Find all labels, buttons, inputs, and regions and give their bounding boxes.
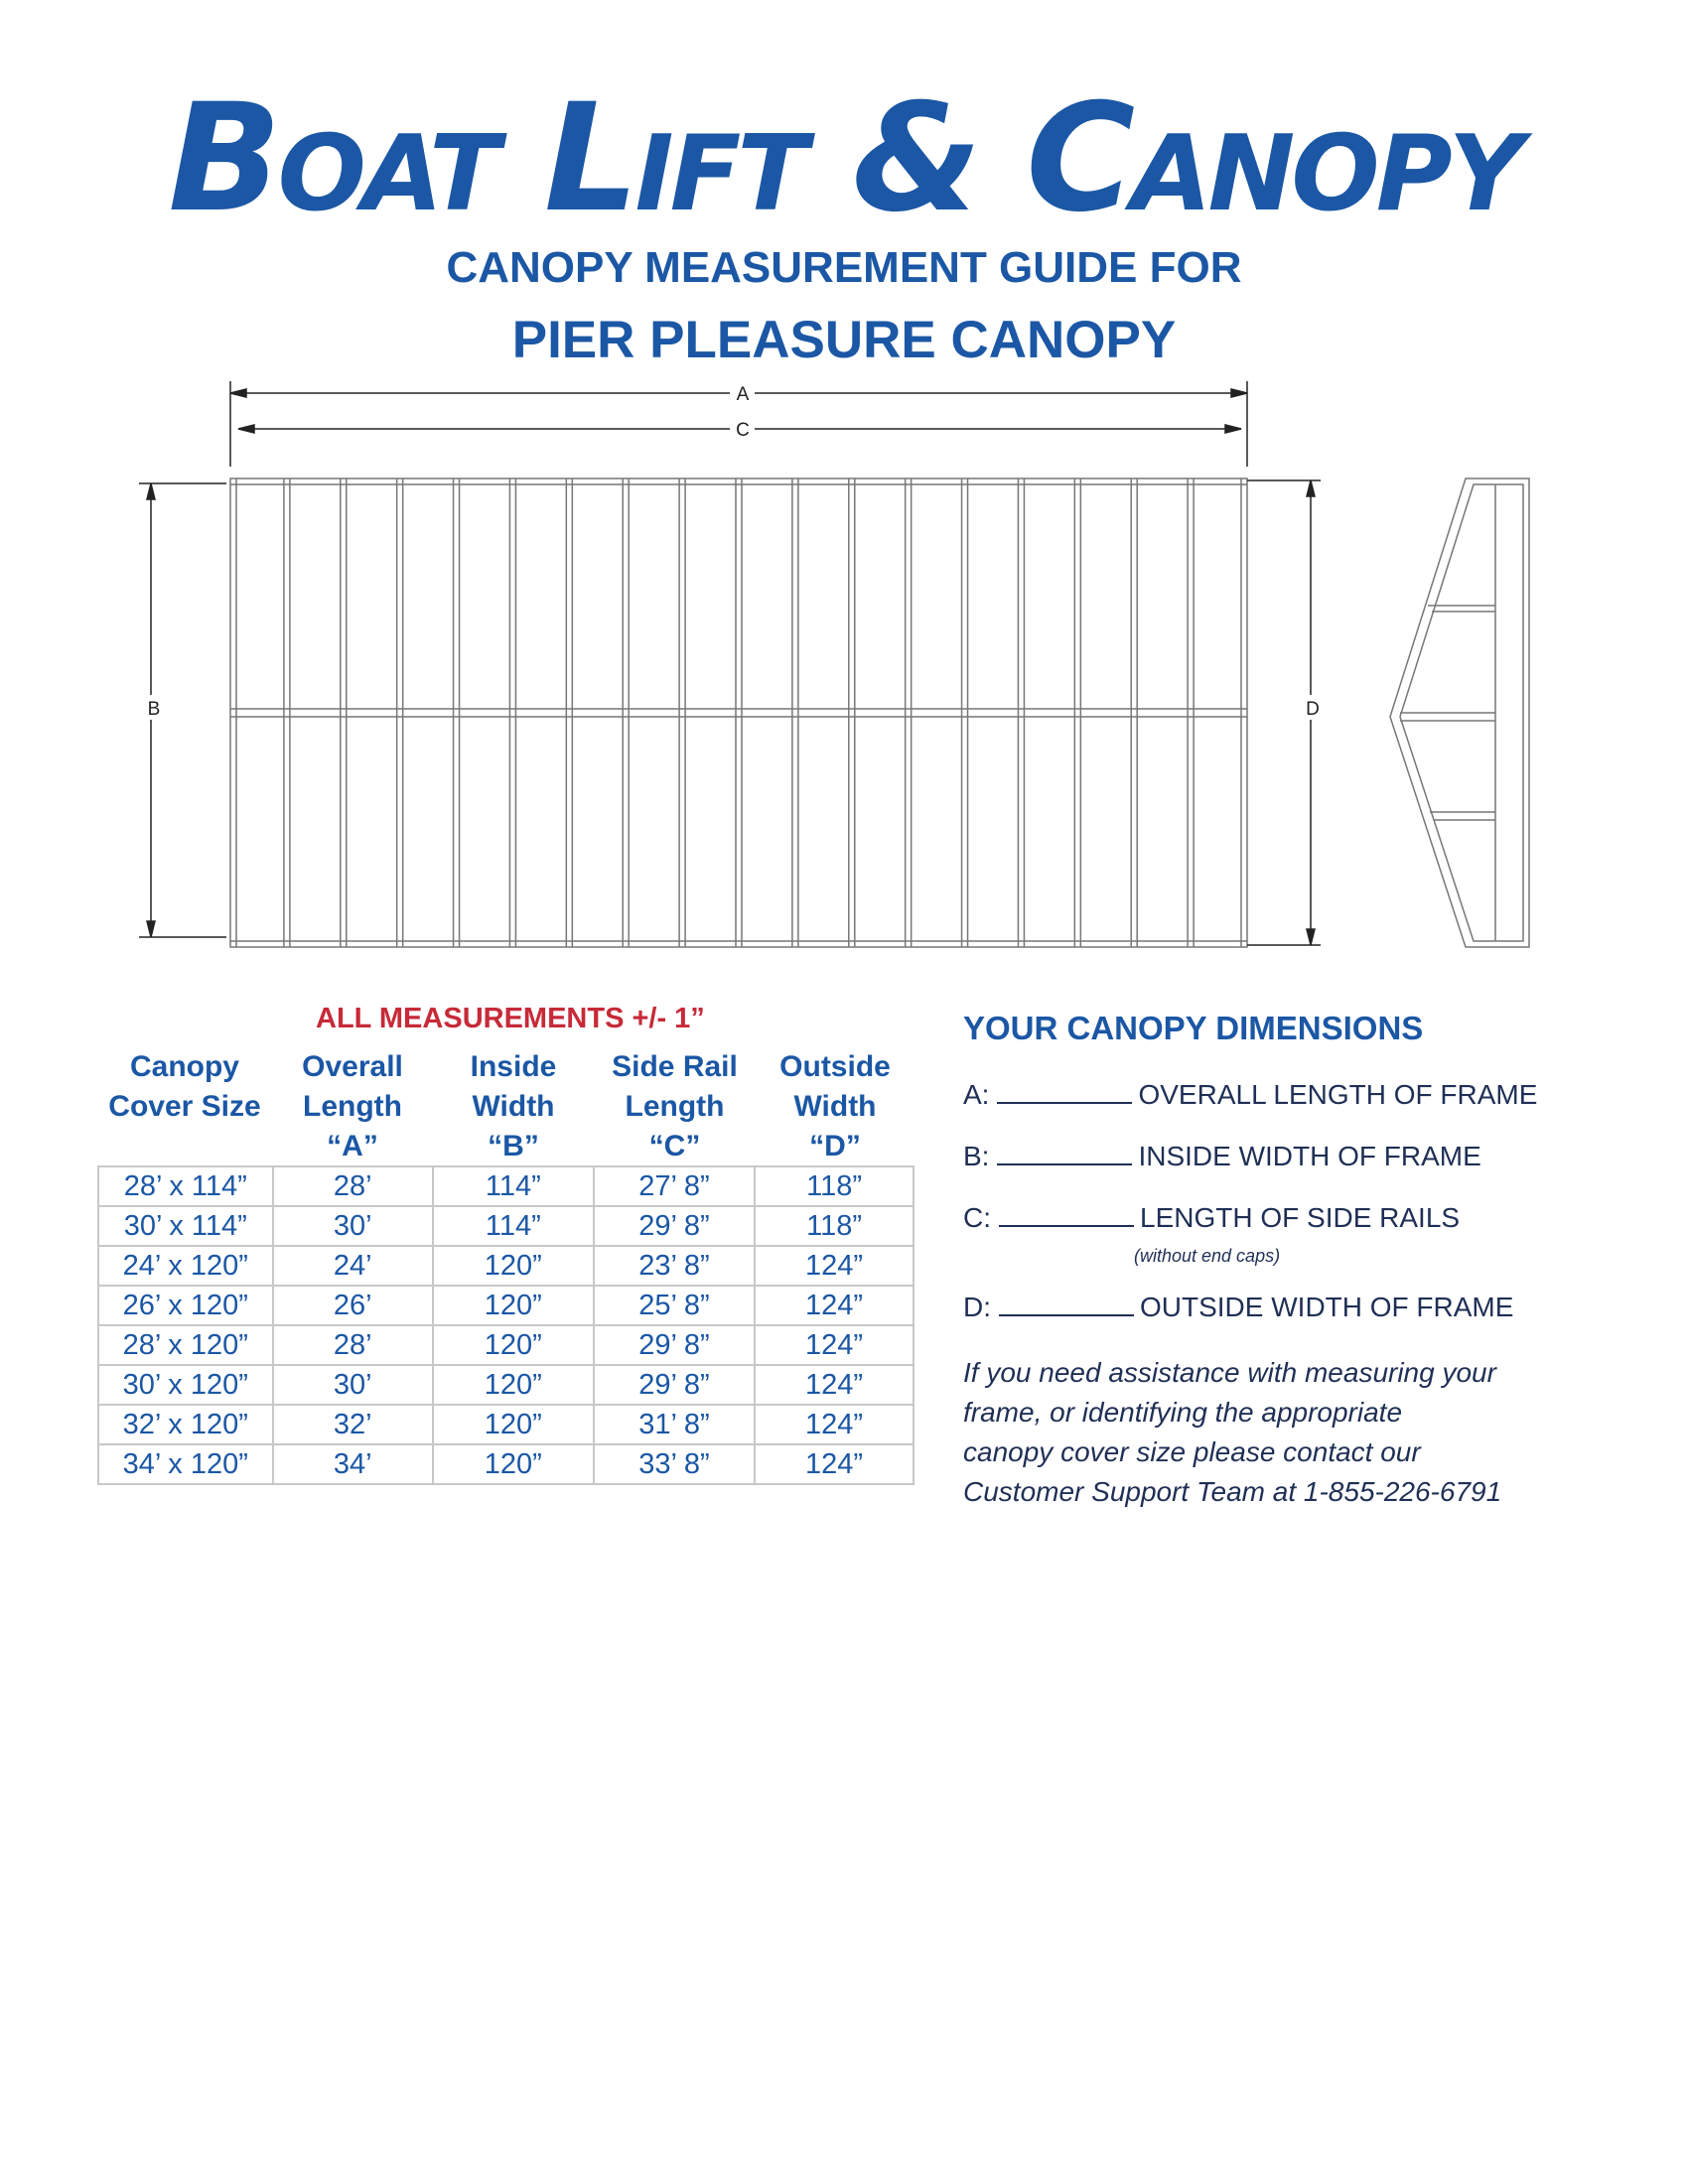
table-cell: 28’ bbox=[273, 1166, 433, 1206]
table-cell: 24’ x 120” bbox=[98, 1246, 273, 1286]
table-row bbox=[98, 1325, 914, 1365]
table-row bbox=[98, 1166, 914, 1206]
table-cell: 34’ x 120” bbox=[98, 1444, 273, 1484]
table-cell: 33’ 8” bbox=[594, 1444, 755, 1484]
table-row bbox=[98, 1365, 914, 1405]
brand-logo: Boat Lift & Canopy bbox=[168, 72, 1520, 245]
column-header-line: Length bbox=[303, 1090, 402, 1123]
dimension-labels bbox=[148, 384, 1320, 720]
column-header-line: Side Rail bbox=[612, 1050, 738, 1083]
dimension-c-blank[interactable] bbox=[999, 1203, 1134, 1227]
table-cell: 30’ x 120” bbox=[98, 1365, 273, 1405]
column-header bbox=[272, 1047, 433, 1166]
table-cell: 32’ bbox=[273, 1405, 433, 1444]
support-line: canopy cover size please contact our bbox=[963, 1436, 1421, 1467]
column-header-line: Canopy bbox=[129, 1050, 239, 1083]
frame-end-view bbox=[1390, 478, 1529, 947]
table-cell: 120” bbox=[433, 1246, 594, 1286]
table-cell: 120” bbox=[433, 1286, 594, 1325]
column-header-line: “B” bbox=[488, 1130, 539, 1162]
dimensions-heading: YOUR CANOPY DIMENSIONS bbox=[963, 1010, 1424, 1046]
table-cell: 26’ x 120” bbox=[98, 1286, 273, 1325]
table-cell: 28’ bbox=[273, 1325, 433, 1365]
table-cell: 29’ 8” bbox=[594, 1365, 755, 1405]
dimension-text: LENGTH OF SIDE RAILS bbox=[1140, 1202, 1461, 1233]
table-cell: 30’ bbox=[273, 1206, 433, 1246]
table-cell: 29’ 8” bbox=[594, 1206, 755, 1246]
table-cell: 24’ bbox=[273, 1246, 433, 1286]
column-header-line: Length bbox=[625, 1090, 725, 1123]
table-row bbox=[98, 1286, 914, 1325]
table-cell: 120” bbox=[433, 1444, 594, 1484]
column-header-line: Cover Size bbox=[108, 1090, 261, 1123]
table-cell: 124” bbox=[755, 1325, 914, 1365]
table-cell: 31’ 8” bbox=[594, 1405, 755, 1444]
table-cell: 118” bbox=[755, 1166, 914, 1206]
column-header-line: Overall bbox=[302, 1050, 403, 1083]
column-header-line: Width bbox=[472, 1090, 555, 1123]
dimension-b-line bbox=[963, 1141, 1481, 1172]
guide-heading: CANOPY MEASUREMENT GUIDE FOR bbox=[446, 243, 1242, 292]
tolerance-note: ALL MEASUREMENTS +/- 1” bbox=[316, 1003, 705, 1034]
table-cell: 124” bbox=[755, 1444, 914, 1484]
support-note bbox=[963, 1353, 1559, 1512]
table-cell: 118” bbox=[755, 1206, 914, 1246]
column-header bbox=[97, 1047, 272, 1127]
table-cell: 120” bbox=[433, 1405, 594, 1444]
column-header bbox=[433, 1047, 594, 1166]
dimension-a-blank[interactable] bbox=[997, 1080, 1132, 1104]
side-rail-note: (without end caps) bbox=[1134, 1246, 1281, 1266]
column-header-line: Outside bbox=[779, 1050, 891, 1083]
label-b: B bbox=[147, 699, 161, 720]
column-header bbox=[756, 1047, 914, 1166]
table-cell: 124” bbox=[755, 1286, 914, 1325]
column-header-line: Inside bbox=[470, 1050, 557, 1083]
support-line: If you need assistance with measuring your bbox=[963, 1357, 1496, 1388]
table-cell: 114” bbox=[433, 1206, 594, 1246]
table-cell: 27’ 8” bbox=[594, 1166, 755, 1206]
dimension-lines bbox=[139, 381, 1321, 945]
table-cell: 120” bbox=[433, 1365, 594, 1405]
frame-top-view bbox=[230, 478, 1247, 947]
product-heading: PIER PLEASURE CANOPY bbox=[511, 311, 1177, 369]
column-header-line: Width bbox=[793, 1090, 877, 1123]
table-row bbox=[98, 1444, 914, 1484]
table-row bbox=[98, 1206, 914, 1246]
label-d: D bbox=[1306, 699, 1320, 720]
dimension-letter: D: bbox=[963, 1292, 991, 1322]
size-table bbox=[97, 1165, 914, 1485]
table-cell: 124” bbox=[755, 1405, 914, 1444]
table-cell: 30’ x 114” bbox=[98, 1206, 273, 1246]
dimension-d-line bbox=[963, 1292, 1513, 1323]
table-cell: 32’ x 120” bbox=[98, 1405, 273, 1444]
dimension-letter: B: bbox=[963, 1141, 990, 1171]
dimension-text: INSIDE WIDTH OF FRAME bbox=[1138, 1141, 1481, 1171]
table-cell: 120” bbox=[433, 1325, 594, 1365]
table-cell: 25’ 8” bbox=[594, 1286, 755, 1325]
dimension-text: OUTSIDE WIDTH OF FRAME bbox=[1140, 1292, 1514, 1322]
table-cell: 124” bbox=[755, 1365, 914, 1405]
dimension-b-blank[interactable] bbox=[997, 1142, 1132, 1165]
label-a: A bbox=[736, 384, 750, 405]
table-cell: 114” bbox=[433, 1166, 594, 1206]
dimension-text: OVERALL LENGTH OF FRAME bbox=[1138, 1079, 1538, 1110]
dimension-letter: C: bbox=[963, 1202, 991, 1233]
table-cell: 34’ bbox=[273, 1444, 433, 1484]
table-row bbox=[98, 1405, 914, 1444]
dimension-a-line bbox=[963, 1079, 1537, 1111]
column-header-line: “C” bbox=[648, 1130, 701, 1162]
column-header-line: “A” bbox=[327, 1130, 378, 1162]
canopy-frame-diagram bbox=[0, 367, 1688, 963]
table-cell: 23’ 8” bbox=[594, 1246, 755, 1286]
column-header-line: “D” bbox=[809, 1130, 861, 1162]
column-header bbox=[594, 1047, 756, 1166]
support-line: frame, or identifying the appropriate bbox=[963, 1397, 1403, 1428]
dimension-c-line bbox=[963, 1202, 1460, 1234]
table-cell: 124” bbox=[755, 1246, 914, 1286]
table-cell: 29’ 8” bbox=[594, 1325, 755, 1365]
table-cell: 30’ bbox=[273, 1365, 433, 1405]
table-cell: 28’ x 120” bbox=[98, 1325, 273, 1365]
dimension-d-blank[interactable] bbox=[999, 1293, 1134, 1316]
table-cell: 28’ x 114” bbox=[98, 1166, 273, 1206]
label-c: C bbox=[736, 420, 750, 441]
support-line: Customer Support Team at 1-855-226-6791 bbox=[963, 1476, 1502, 1507]
table-row bbox=[98, 1246, 914, 1286]
dimension-letter: A: bbox=[963, 1079, 990, 1110]
table-cell: 26’ bbox=[273, 1286, 433, 1325]
